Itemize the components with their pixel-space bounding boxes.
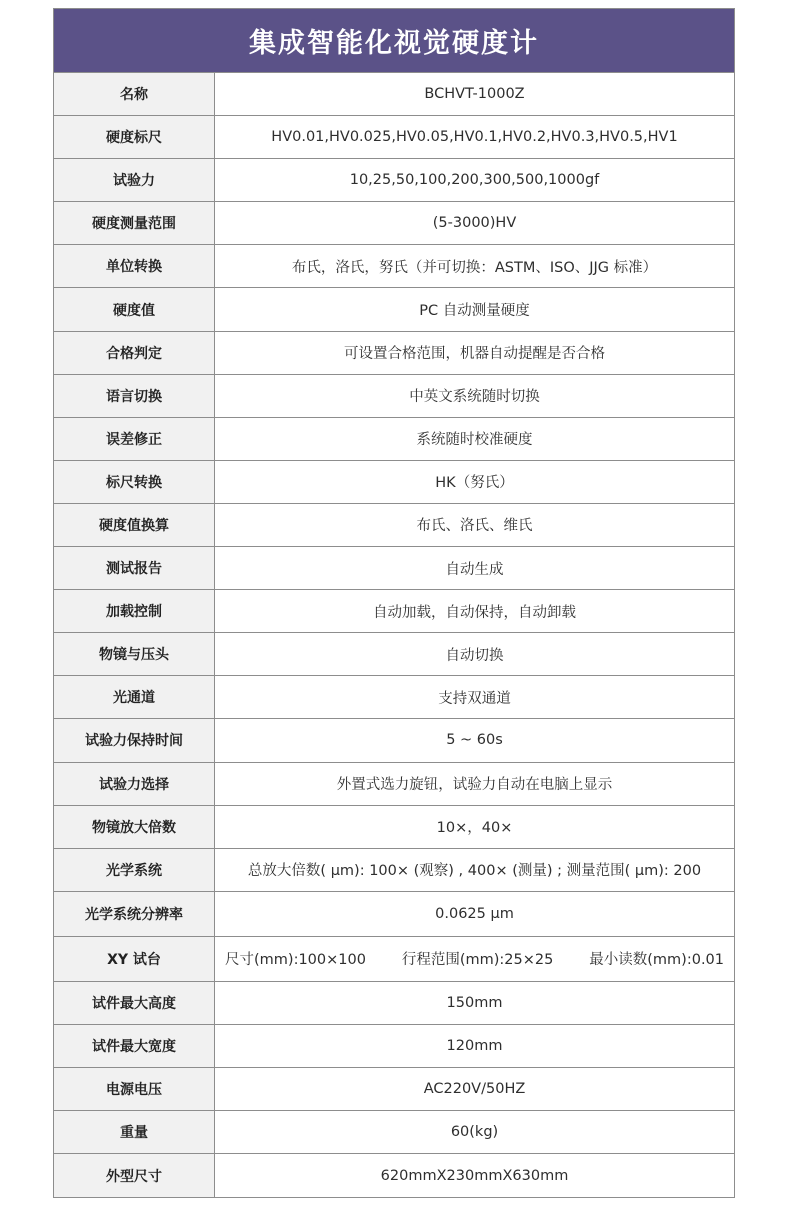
row-value: PC 自动测量硬度 [419, 303, 530, 320]
row-value: 可设置合格范围，机器自动提醒是否合格 [344, 346, 605, 363]
row-value: 60(kg) [450, 1124, 499, 1141]
row-label: 加载控制 [54, 590, 215, 632]
row-label: 硬度测量范围 [54, 202, 215, 244]
row-label: 试验力选择 [54, 763, 215, 805]
table-row [54, 504, 734, 547]
row-label: 光学系统 [54, 849, 215, 891]
row-label: 电源电压 [54, 1068, 215, 1110]
table-row [54, 116, 734, 159]
row-value: 支持双通道 [438, 690, 511, 707]
row-label: 试件最大高度 [54, 982, 215, 1024]
row-label: 物镜与压头 [54, 633, 215, 675]
table-row [54, 806, 734, 849]
table-row [54, 1111, 734, 1154]
table-row [54, 676, 734, 719]
row-label: 物镜放大倍数 [54, 806, 215, 848]
row-value: 120mm [446, 1037, 503, 1054]
table-row [54, 849, 734, 892]
spec-rows [54, 73, 734, 1197]
row-value: HV0.01,HV0.025,HV0.05,HV0.1,HV0.2,HV0.3,HV0.5,HV1 [271, 129, 678, 146]
table-row [54, 159, 734, 202]
table-row [54, 245, 734, 288]
row-value: 150mm [446, 994, 503, 1011]
table-row [54, 1154, 734, 1197]
table-row [54, 719, 734, 762]
row-label: 测试报告 [54, 547, 215, 589]
table-row [54, 763, 734, 806]
table-row [54, 1068, 734, 1111]
row-value-part: 行程范围(mm):25×25 [401, 952, 554, 969]
table-row [54, 633, 734, 676]
table-row [54, 73, 734, 116]
row-label: 合格判定 [54, 332, 215, 374]
table-row [54, 202, 734, 245]
table-row [54, 288, 734, 331]
row-value: AC220V/50HZ [423, 1081, 526, 1098]
row-label: 硬度标尺 [54, 116, 215, 158]
row-label: 标尺转换 [54, 461, 215, 503]
table-row [54, 547, 734, 590]
table-row [54, 375, 734, 418]
row-value: 5 ~ 60s [446, 732, 503, 749]
row-label: 硬度值 [54, 288, 215, 330]
row-label: 硬度值换算 [54, 504, 215, 546]
row-value: 10×，40× [436, 820, 513, 837]
table-title: 集成智能化视觉硬度计 [54, 9, 734, 73]
row-label: 名称 [54, 73, 215, 115]
row-label: 试验力 [54, 159, 215, 201]
table-row [54, 982, 734, 1025]
table-row [54, 461, 734, 504]
row-label: 光学系统分辨率 [54, 892, 215, 936]
row-value: 布氏、洛氏、维氏 [416, 518, 533, 535]
row-value: 自动切换 [445, 647, 504, 664]
row-value-part: 尺寸(mm):100×100 [225, 952, 366, 969]
row-value: 620mmX230mmX630mm [380, 1167, 569, 1184]
row-value-part: 最小读数(mm):0.01 [589, 952, 724, 969]
row-value: HK（努氏） [435, 475, 514, 492]
row-label: 外型尺寸 [54, 1154, 215, 1197]
row-value: BCHVT-1000Z [424, 86, 525, 103]
row-value: 0.0625 μm [435, 905, 514, 922]
row-value: 总放大倍数( μm): 100× (观察) , 400× (测量) ; 测量范围( μm): 200 [247, 863, 702, 880]
row-value: 布氏，洛氏，努氏（并可切换：ASTM、ISO、JJG 标准） [291, 259, 658, 276]
row-value: 自动生成 [445, 561, 504, 578]
row-label: 试件最大宽度 [54, 1025, 215, 1067]
row-label: 单位转换 [54, 245, 215, 287]
row-value: 自动加载，自动保持，自动卸载 [373, 604, 576, 621]
table-row [54, 937, 734, 982]
table-row [54, 332, 734, 375]
row-value: (5-3000)HV [432, 215, 517, 232]
row-label: 重量 [54, 1111, 215, 1153]
row-value: 中英文系统随时切换 [409, 389, 540, 406]
row-value [215, 937, 734, 981]
row-label: 误差修正 [54, 418, 215, 460]
row-label: XY 试台 [54, 937, 215, 981]
row-label: 语言切换 [54, 375, 215, 417]
table-row [54, 590, 734, 633]
table-row [54, 418, 734, 461]
row-value: 系统随时校准硬度 [416, 432, 533, 449]
row-label: 光通道 [54, 676, 215, 718]
table-row [54, 892, 734, 937]
row-value: 10,25,50,100,200,300,500,1000gf [349, 172, 600, 189]
table-row [54, 1025, 734, 1068]
row-value: 外置式选力旋钮，试验力自动在电脑上显示 [336, 777, 613, 794]
spec-table [53, 8, 735, 1198]
row-label: 试验力保持时间 [54, 719, 215, 761]
